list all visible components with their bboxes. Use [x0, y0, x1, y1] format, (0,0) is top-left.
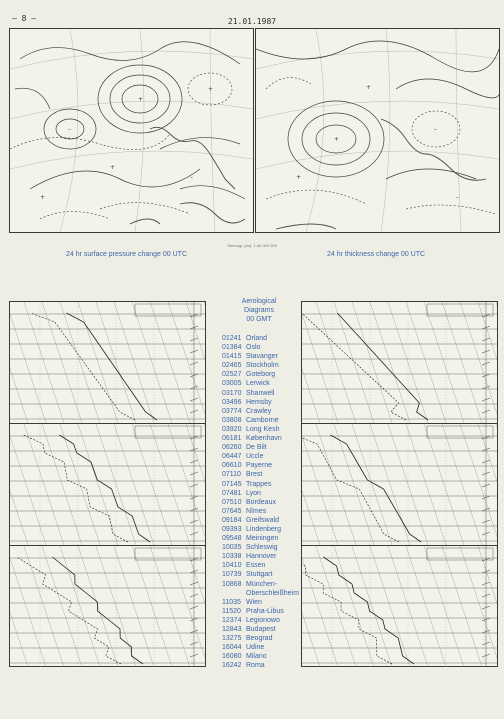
station-code: 03005 — [222, 380, 242, 388]
station-name: Stavanger — [246, 353, 278, 361]
station-list — [210, 334, 300, 670]
station-code: 02527 — [222, 371, 242, 379]
station-name: Stuttgart — [246, 571, 273, 579]
aerological-diagram — [302, 546, 497, 667]
station-name: Goteborg — [246, 371, 276, 379]
station-item — [210, 634, 300, 643]
map-scale-note: Stereogr. proj. 1:40 000 000 — [227, 243, 277, 248]
station-name: Oberschleißheim — [246, 589, 299, 597]
station-item — [210, 580, 300, 589]
station-item — [210, 598, 300, 607]
station-item — [210, 343, 300, 352]
station-item — [210, 625, 300, 634]
station-name: Uccle — [246, 453, 264, 461]
station-item — [210, 534, 300, 543]
legend-heading — [210, 297, 300, 324]
station-code: 07645 — [222, 507, 242, 515]
station-code: 13275 — [222, 635, 242, 643]
aerological-diagram — [10, 424, 205, 546]
page-number: – 8 – — [12, 14, 37, 23]
station-name: Lyon — [246, 489, 261, 497]
station-code: 03496 — [222, 398, 242, 406]
surface-pressure-change-map — [9, 28, 254, 233]
station-name: De Bilt — [246, 444, 267, 452]
svg-text:+: + — [40, 194, 46, 201]
station-name: Lerwick — [246, 380, 270, 388]
station-item — [210, 407, 300, 416]
station-item — [210, 589, 300, 598]
svg-text:+: + — [138, 96, 144, 103]
station-item — [210, 507, 300, 516]
station-name: Shanwell — [246, 389, 275, 397]
station-code: 11520 — [222, 607, 241, 615]
station-item — [210, 516, 300, 525]
page-date: 21.01.1987 — [227, 17, 277, 26]
station-code: 10868 — [222, 580, 242, 588]
station-name: Crawley — [246, 407, 272, 415]
station-code: 03920 — [222, 425, 242, 433]
station-name: Essen — [246, 562, 266, 570]
aerological-diagrams-right — [301, 301, 498, 667]
station-item — [210, 425, 300, 434]
station-item — [210, 461, 300, 470]
station-name: Nîmes — [246, 507, 267, 515]
thickness-change-caption: 24 hr thickness change 00 UTC — [327, 251, 426, 258]
station-name: Stockholm — [246, 362, 279, 370]
station-name: Camborne — [246, 416, 279, 424]
thickness-change-map — [255, 28, 500, 233]
station-name: Orland — [246, 335, 268, 342]
station-item — [210, 352, 300, 361]
legend-title-line3: 00 GMT — [246, 316, 272, 323]
station-code — [210, 589, 244, 598]
station-name: København — [246, 435, 282, 443]
svg-text:+: + — [334, 136, 340, 143]
station-name: Lindenberg — [246, 525, 282, 533]
station-name: Wien — [246, 598, 262, 606]
svg-text:–: – — [434, 126, 437, 133]
legend-title-line2: Diagrams — [244, 307, 274, 314]
station-item — [210, 616, 300, 625]
station-name: Budapest — [246, 626, 276, 633]
station-name: Praha-Libus — [246, 607, 284, 615]
station-code: 12843 — [222, 626, 242, 633]
station-code: 06260 — [222, 444, 242, 452]
svg-text:–: – — [68, 126, 71, 133]
station-item — [210, 489, 300, 498]
station-code: 01415 — [222, 353, 242, 361]
station-item — [210, 561, 300, 570]
station-item — [210, 443, 300, 452]
station-name: Meiningen — [246, 535, 279, 543]
station-item — [210, 498, 300, 507]
aerological-diagram — [302, 302, 497, 424]
svg-text:–: – — [190, 174, 193, 181]
station-code: 10410 — [222, 562, 242, 570]
station-code: 06447 — [222, 453, 242, 461]
station-code: 07110 — [222, 471, 241, 479]
station-name: Greifswald — [246, 516, 280, 524]
station-item — [210, 643, 300, 652]
station-name: Roma — [246, 662, 265, 670]
station-name: Milano — [246, 653, 267, 661]
station-item — [210, 434, 300, 443]
station-name: Legionowo — [246, 616, 280, 624]
station-code: 01241 — [222, 335, 242, 342]
station-name: Bordeaux — [246, 498, 276, 506]
station-code: 03170 — [222, 389, 242, 397]
svg-text:–: – — [456, 194, 459, 201]
svg-text:+: + — [366, 84, 372, 91]
station-code: 06181 — [222, 435, 242, 443]
station-item — [210, 370, 300, 379]
station-item — [210, 607, 300, 616]
aerological-diagram — [302, 424, 497, 546]
station-item — [210, 652, 300, 661]
station-item — [210, 389, 300, 398]
station-code: 12374 — [222, 616, 242, 624]
station-code: 09548 — [222, 535, 242, 543]
aerological-diagram — [10, 302, 205, 424]
station-code: 09393 — [222, 525, 242, 533]
station-name: Udine — [246, 644, 265, 652]
station-item — [210, 661, 300, 670]
station-name: Schleswig — [246, 544, 278, 552]
station-code: 16242 — [222, 662, 242, 670]
station-item — [210, 398, 300, 407]
station-code: 01384 — [222, 344, 242, 352]
station-name: Oslo — [246, 344, 261, 352]
station-code: 10338 — [222, 553, 242, 561]
station-code: 10739 — [222, 571, 242, 579]
station-name: Hemsby — [246, 398, 272, 406]
station-item — [210, 379, 300, 388]
station-code: 11035 — [222, 598, 241, 606]
station-code: 16044 — [222, 644, 242, 652]
aerological-diagrams-left — [9, 301, 206, 667]
station-item — [210, 543, 300, 552]
station-item — [210, 552, 300, 561]
station-code: 07145 — [222, 480, 242, 488]
station-item — [210, 361, 300, 370]
station-name: Payerne — [246, 462, 273, 470]
station-code: 16080 — [222, 653, 242, 661]
station-name: München- — [246, 580, 278, 588]
svg-text:+: + — [296, 174, 302, 181]
surface-pressure-caption: 24 hr surface pressure change 00 UTC — [66, 251, 188, 258]
station-item — [210, 570, 300, 579]
station-code: 03808 — [222, 416, 242, 424]
station-legend — [210, 297, 300, 670]
station-name: Hannover — [246, 553, 277, 561]
station-item — [210, 525, 300, 534]
station-code: 02465 — [222, 362, 242, 370]
station-item — [210, 416, 300, 425]
aerological-diagram — [10, 546, 205, 667]
station-name: Trappes — [246, 480, 272, 488]
station-code: 03774 — [222, 407, 242, 415]
station-name: Long Kesh — [246, 425, 280, 433]
station-code: 07510 — [222, 498, 242, 506]
svg-text:+: + — [110, 164, 116, 171]
legend-title-line1: Aerological — [241, 298, 277, 305]
station-code: 09184 — [222, 516, 242, 524]
station-item — [210, 480, 300, 489]
station-item — [210, 452, 300, 461]
station-item — [210, 470, 300, 479]
station-code: 10035 — [222, 544, 242, 552]
station-item — [210, 334, 300, 343]
page-header — [0, 0, 504, 26]
station-name: Brest — [246, 471, 263, 479]
station-name: Beograd — [246, 635, 273, 643]
station-code: 07481 — [222, 489, 242, 497]
svg-text:+: + — [208, 86, 214, 93]
station-code: 06610 — [222, 462, 242, 470]
